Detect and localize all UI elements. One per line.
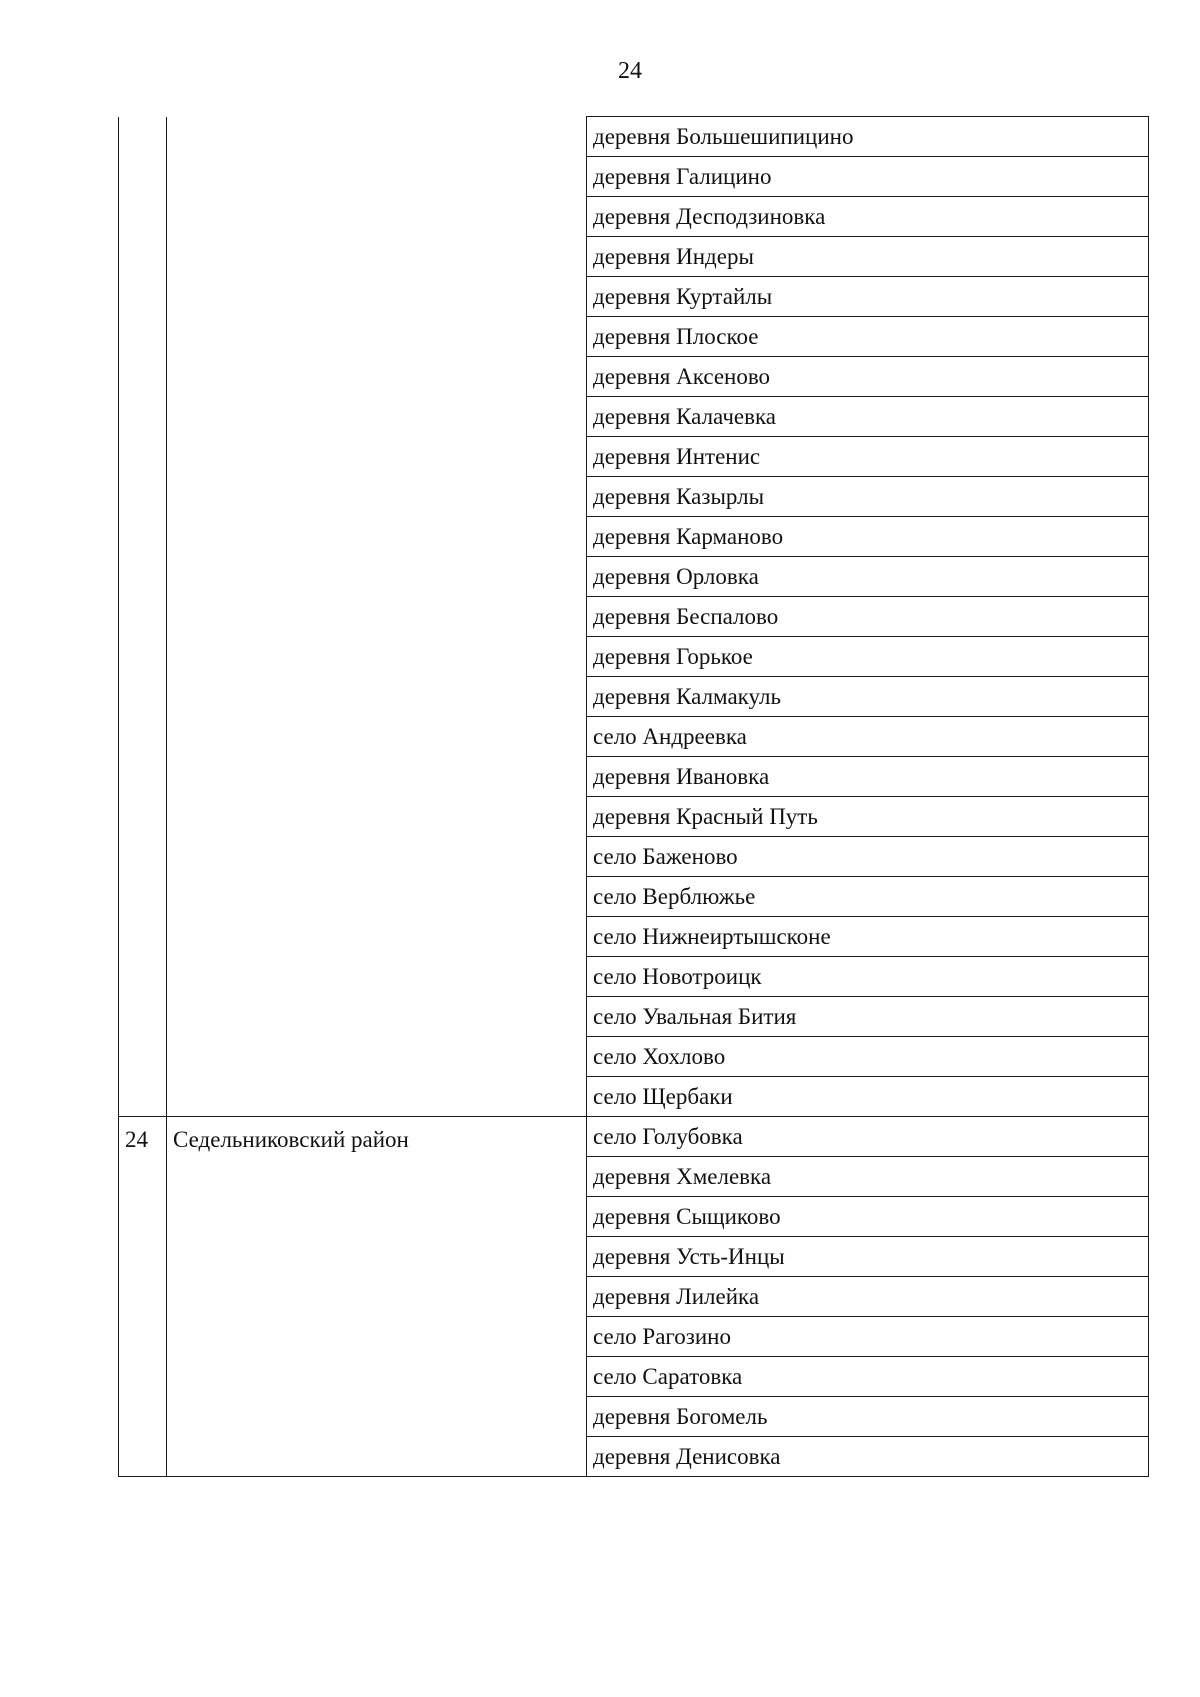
settlement-name: деревня Усть-Инцы [587,1237,1149,1277]
settlement-name: деревня Горькое [587,637,1149,677]
settlement-name: деревня Беспалово [587,597,1149,637]
settlement-name: село Щербаки [587,1077,1149,1117]
settlement-name: село Новотроицк [587,957,1149,997]
settlement-name: село Нижнеиртышсконе [587,917,1149,957]
table-row [119,1117,1149,1157]
district-name [167,117,587,1117]
settlement-name: деревня Ивановка [587,757,1149,797]
district-number [119,117,167,1117]
district-name: Седельниковский район [167,1117,587,1477]
settlement-name: село Андреевка [587,717,1149,757]
settlement-name: село Рагозино [587,1317,1149,1357]
settlement-name: деревня Орловка [587,557,1149,597]
settlements-table [118,116,1149,1477]
settlement-name: село Голубовка [587,1117,1149,1157]
settlement-name: деревня Денисовка [587,1437,1149,1477]
settlement-name: село Баженово [587,837,1149,877]
settlement-name: деревня Плоское [587,317,1149,357]
settlement-name: село Верблюжье [587,877,1149,917]
settlement-name: деревня Сыщиково [587,1197,1149,1237]
district-number: 24 [119,1117,167,1477]
settlement-name: деревня Красный Путь [587,797,1149,837]
settlement-name: деревня Десподзиновка [587,197,1149,237]
settlement-name: село Хохлово [587,1037,1149,1077]
page-number: 24 [618,58,642,84]
settlement-name: село Саратовка [587,1357,1149,1397]
table-body [119,117,1149,1477]
settlement-name: деревня Лилейка [587,1277,1149,1317]
settlement-name: деревня Хмелевка [587,1157,1149,1197]
settlement-name: деревня Индеры [587,237,1149,277]
settlement-name: деревня Большешипицино [587,117,1149,157]
settlement-name: деревня Богомель [587,1397,1149,1437]
settlement-name: деревня Казырлы [587,477,1149,517]
settlement-name: деревня Карманово [587,517,1149,557]
table-row [119,117,1149,157]
settlement-name: деревня Интенис [587,437,1149,477]
settlement-name: деревня Галицино [587,157,1149,197]
settlement-name: деревня Аксеново [587,357,1149,397]
settlement-name: село Увальная Бития [587,997,1149,1037]
settlement-name: деревня Калачевка [587,397,1149,437]
settlement-name: деревня Куртайлы [587,277,1149,317]
settlement-name: деревня Калмакуль [587,677,1149,717]
